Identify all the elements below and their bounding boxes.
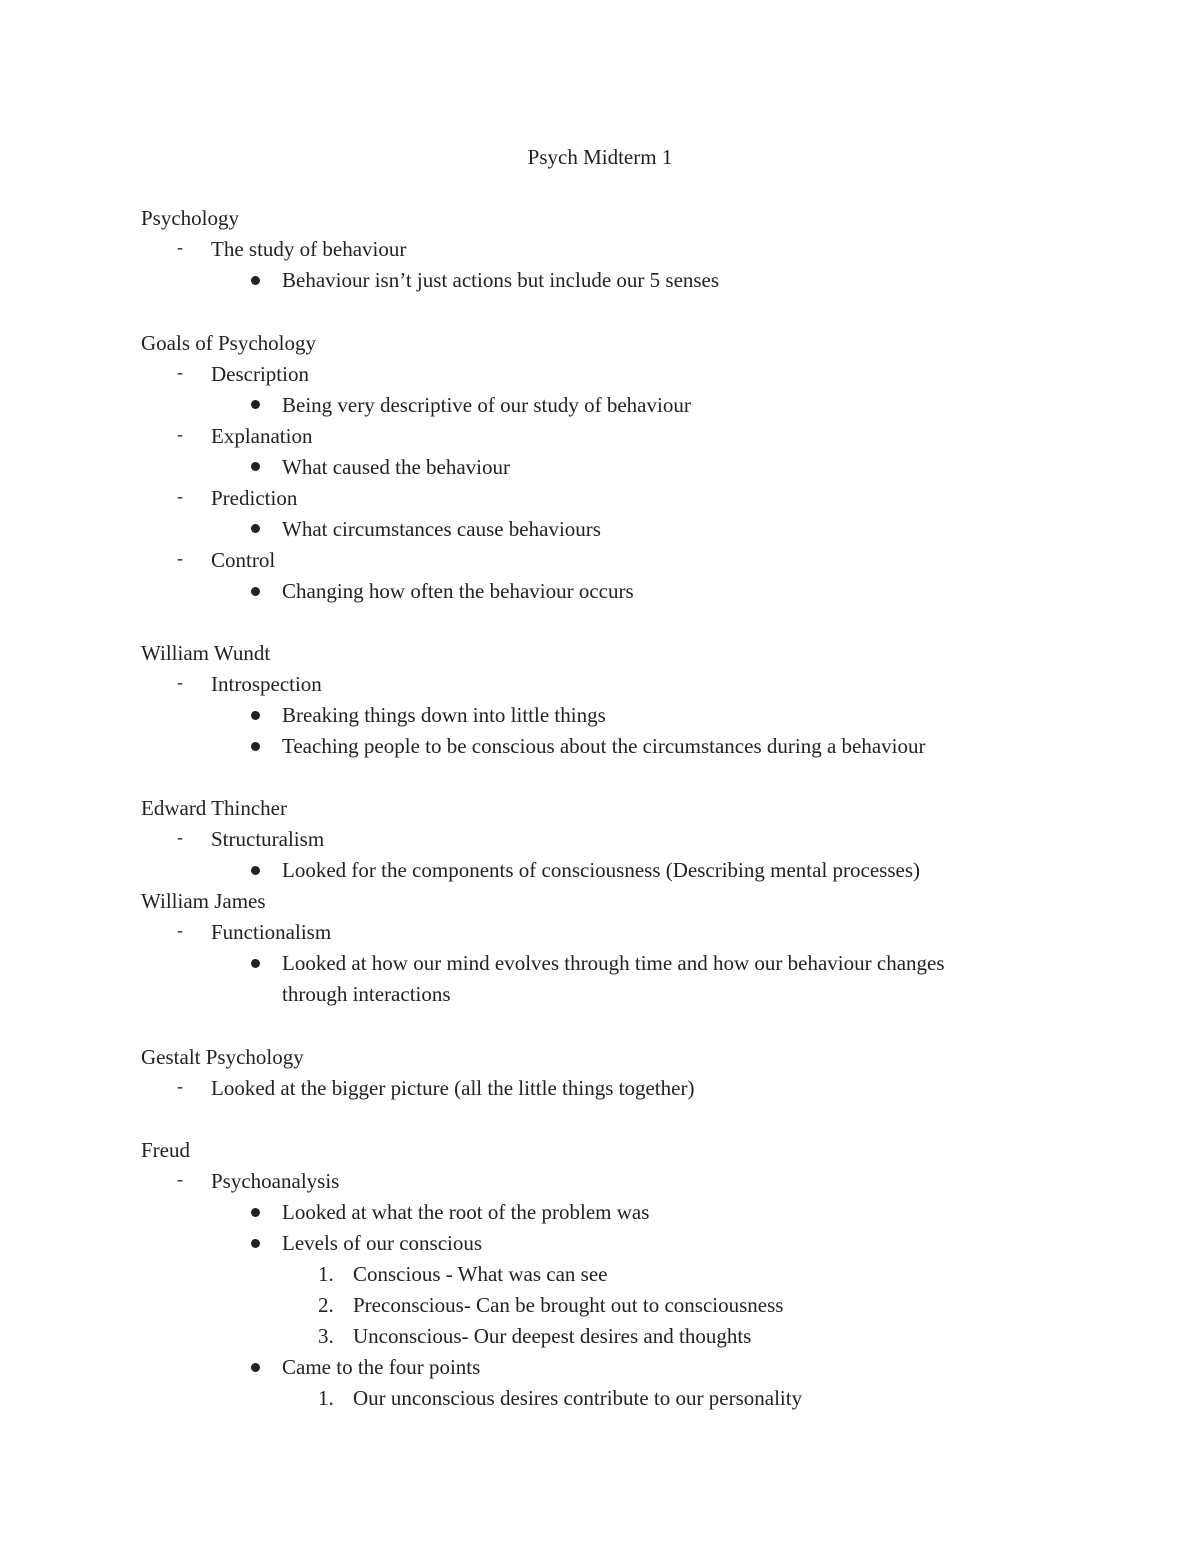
dash-marker: - <box>177 672 183 692</box>
document-title: Psych Midterm 1 <box>527 145 673 169</box>
dash-marker: - <box>177 362 183 382</box>
list-item: Our unconscious desires contribute to our personality <box>353 1386 803 1410</box>
section-heading: Edward Thincher <box>141 796 287 820</box>
bullet-icon <box>251 524 260 533</box>
list-item: Preconscious- Can be brought out to consciousness <box>353 1293 784 1317</box>
section-heading: Psychology <box>141 206 240 230</box>
list-item: Looked for the components of consciousness (Describing mental processes) <box>282 858 920 882</box>
section-heading: Goals of Psychology <box>141 331 316 355</box>
dash-marker: - <box>177 424 183 444</box>
list-item: Looked at what the root of the problem was <box>282 1200 650 1224</box>
bullet-icon <box>251 1363 260 1372</box>
list-item: Levels of our conscious <box>282 1231 483 1255</box>
bullet-icon <box>251 866 260 875</box>
list-item: Being very descriptive of our study of behaviour <box>282 393 691 417</box>
list-item: Description <box>211 362 309 386</box>
list-item: Prediction <box>211 486 298 510</box>
bullet-icon <box>251 400 260 409</box>
bullet-icon <box>251 587 260 596</box>
dash-marker: - <box>177 548 183 568</box>
section-heading: William Wundt <box>141 641 271 665</box>
list-item: What caused the behaviour <box>282 455 510 479</box>
section-heading: Freud <box>141 1138 190 1162</box>
list-item: Looked at how our mind evolves through time and how our behaviour changes <box>282 951 945 975</box>
bullet-icon <box>251 462 260 471</box>
bullet-icon <box>251 711 260 720</box>
list-item: Conscious - What was can see <box>353 1262 608 1286</box>
section-heading: Gestalt Psychology <box>141 1045 304 1069</box>
list-number: 2. <box>318 1293 334 1317</box>
list-item: Explanation <box>211 424 313 448</box>
list-item: Introspection <box>211 672 322 696</box>
list-item: The study of behaviour <box>211 237 407 261</box>
list-item: Changing how often the behaviour occurs <box>282 579 634 603</box>
dash-marker: - <box>177 486 183 506</box>
list-item: Unconscious- Our deepest desires and thoughts <box>353 1324 752 1348</box>
list-item: What circumstances cause behaviours <box>282 517 601 541</box>
bullet-icon <box>251 742 260 751</box>
list-item: Functionalism <box>211 920 332 944</box>
list-item: Breaking things down into little things <box>282 703 606 727</box>
bullet-icon <box>251 276 260 285</box>
list-item: Came to the four points <box>282 1355 481 1379</box>
dash-marker: - <box>177 920 183 940</box>
bullet-icon <box>251 1239 260 1248</box>
list-item: Teaching people to be conscious about the circumstances during a behaviour <box>282 734 926 758</box>
list-number: 1. <box>318 1262 334 1286</box>
dash-marker: - <box>177 1076 183 1096</box>
dash-marker: - <box>177 1169 183 1189</box>
list-item: Behaviour isn’t just actions but include our 5 senses <box>282 268 720 292</box>
list-item: Structuralism <box>211 827 325 851</box>
section-heading: William James <box>141 889 266 913</box>
list-number: 1. <box>318 1386 334 1410</box>
list-item: Control <box>211 548 276 572</box>
list-item-continuation: through interactions <box>282 982 451 1006</box>
bullet-icon <box>251 1208 260 1217</box>
list-item: Looked at the bigger picture (all the little things together) <box>211 1076 695 1100</box>
list-item: Psychoanalysis <box>211 1169 340 1193</box>
dash-marker: - <box>177 827 183 847</box>
dash-marker: - <box>177 237 183 257</box>
bullet-icon <box>251 959 260 968</box>
list-number: 3. <box>318 1324 334 1348</box>
